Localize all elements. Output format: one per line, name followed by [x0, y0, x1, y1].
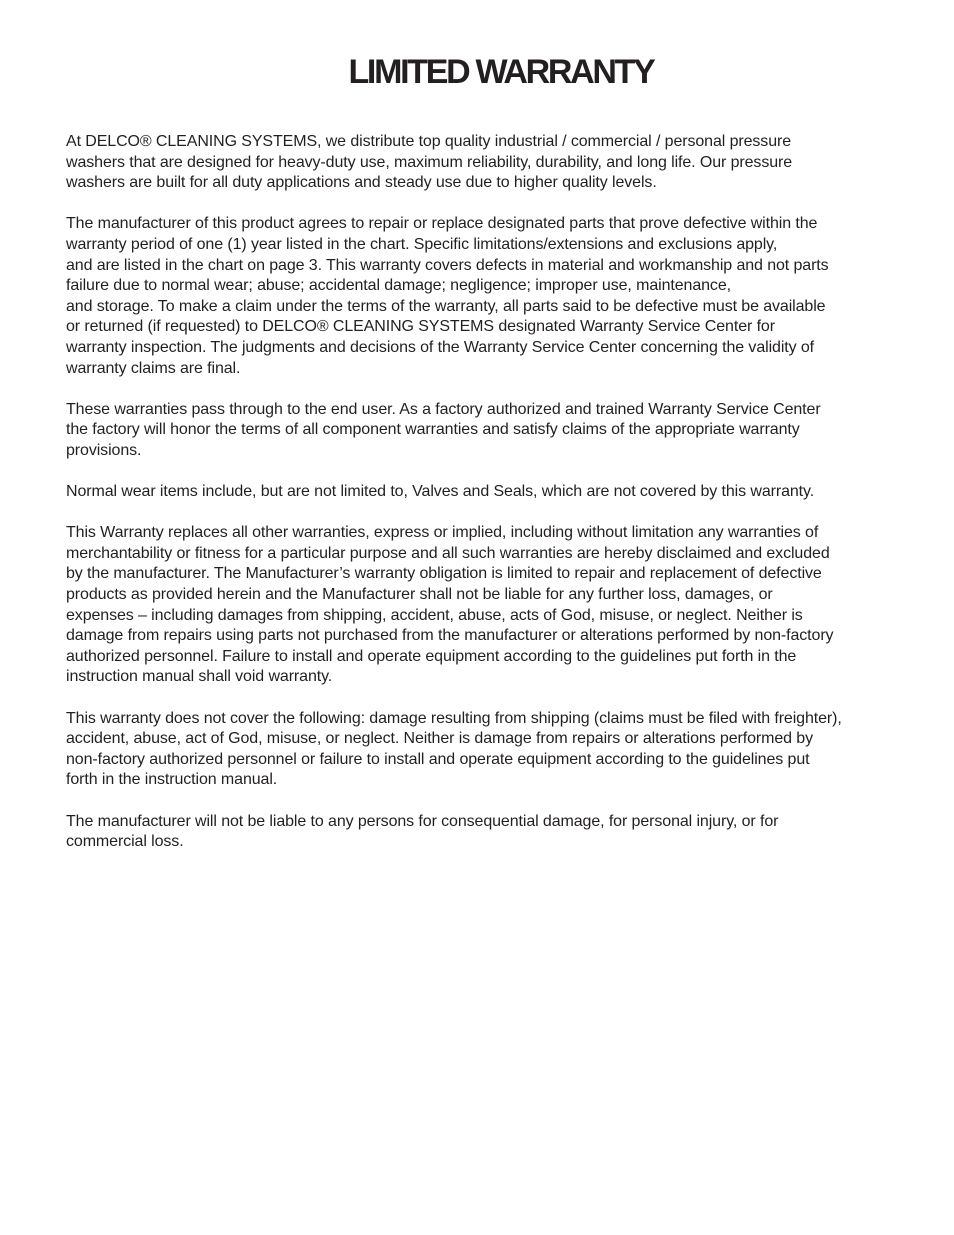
- paragraph-line: The manufacturer will not be liable to any persons for consequential damage, for personal injury, or for: [66, 812, 779, 830]
- paragraph-line: failure due to normal wear; abuse; accidental damage; negligence; improper use, maintenance,: [66, 277, 731, 295]
- warranty-body: [66, 132, 926, 873]
- paragraph-line: expenses – including damages from shipping, accident, abuse, acts of God, misuse, or neglect. Neither is: [66, 606, 803, 624]
- paragraph-line: damage from repairs using parts not purchased from the manufacturer or alterations performed by non-factory: [66, 627, 834, 645]
- paragraph-line: At DELCO® CLEANING SYSTEMS, we distribute top quality industrial / commercial / personal pressure: [66, 133, 792, 150]
- paragraph-line: instruction manual shall void warranty.: [66, 668, 333, 686]
- paragraph-line: forth in the instruction manual.: [66, 771, 278, 789]
- paragraph-line: warranty period of one (1) year listed in the chart. Specific limitations/extensions and exclusions apply,: [66, 235, 778, 253]
- paragraph-intro: [66, 132, 926, 194]
- paragraph-wear-items: [66, 482, 926, 503]
- paragraph-line: non-factory authorized personnel or failure to install and operate equipment according to the guidelines put: [66, 750, 810, 768]
- paragraph-line: This warranty does not cover the following: damage resulting from shipping (claims must be filed with freighter),: [66, 709, 842, 727]
- paragraph-line: and storage. To make a claim under the terms of the warranty, all parts said to be defective must be available: [66, 297, 826, 315]
- paragraph-pass-through: [66, 400, 926, 462]
- paragraph-line: warranty claims are final.: [66, 359, 241, 377]
- paragraph-line: products as provided herein and the Manufacturer shall not be liable for any further loss, damages, or: [66, 586, 773, 604]
- paragraph-line: commercial loss.: [66, 833, 184, 851]
- paragraph-line: by the manufacturer. The Manufacturer’s warranty obligation is limited to repair and replacement of defective: [66, 565, 822, 583]
- paragraph-line: Normal wear items include, but are not limited to, Valves and Seals, which are not covered by this warranty.: [66, 483, 815, 501]
- paragraph-line: washers are built for all duty applications and steady use due to higher quality levels.: [66, 174, 657, 192]
- paragraph-disclaimer: [66, 523, 926, 688]
- paragraph-repair-terms: [66, 214, 926, 379]
- paragraph-line: warranty inspection. The judgments and decisions of the Warranty Service Center concerning the validity of: [66, 338, 815, 356]
- page-title: LIMITED WARRANTY: [348, 53, 654, 91]
- paragraph-line: provisions.: [66, 441, 142, 459]
- paragraph-line: or returned (if requested) to DELCO® CLEANING SYSTEMS designated Warranty Service Center for: [66, 318, 775, 336]
- paragraph-line: washers that are designed for heavy-duty use, maximum reliability, durability, and long life. Our pressure: [66, 153, 793, 171]
- paragraph-line: accident, abuse, act of God, misuse, or neglect. Neither is damage from repairs or alterations performed by: [66, 730, 813, 748]
- paragraph-line: and are listed in the chart on page 3. This warranty covers defects in material and workmanship and not parts: [66, 256, 829, 274]
- paragraph-line: This Warranty replaces all other warranties, express or implied, including without limitation any warranties of: [66, 524, 819, 542]
- paragraph-line: the factory will honor the terms of all component warranties and satisfy claims of the appropriate warranty: [66, 421, 800, 439]
- paragraph-liability: [66, 812, 926, 853]
- paragraph-line: The manufacturer of this product agrees to repair or replace designated parts that prove defective within the: [66, 215, 818, 233]
- paragraph-line: merchantability or fitness for a particular purpose and all such warranties are hereby disclaimed and excluded: [66, 544, 830, 562]
- paragraph-exclusions: [66, 709, 926, 791]
- paragraph-line: authorized personnel. Failure to install and operate equipment according to the guidelines put forth in the: [66, 647, 797, 665]
- paragraph-line: These warranties pass through to the end user. As a factory authorized and trained Warranty Service Center: [66, 400, 821, 418]
